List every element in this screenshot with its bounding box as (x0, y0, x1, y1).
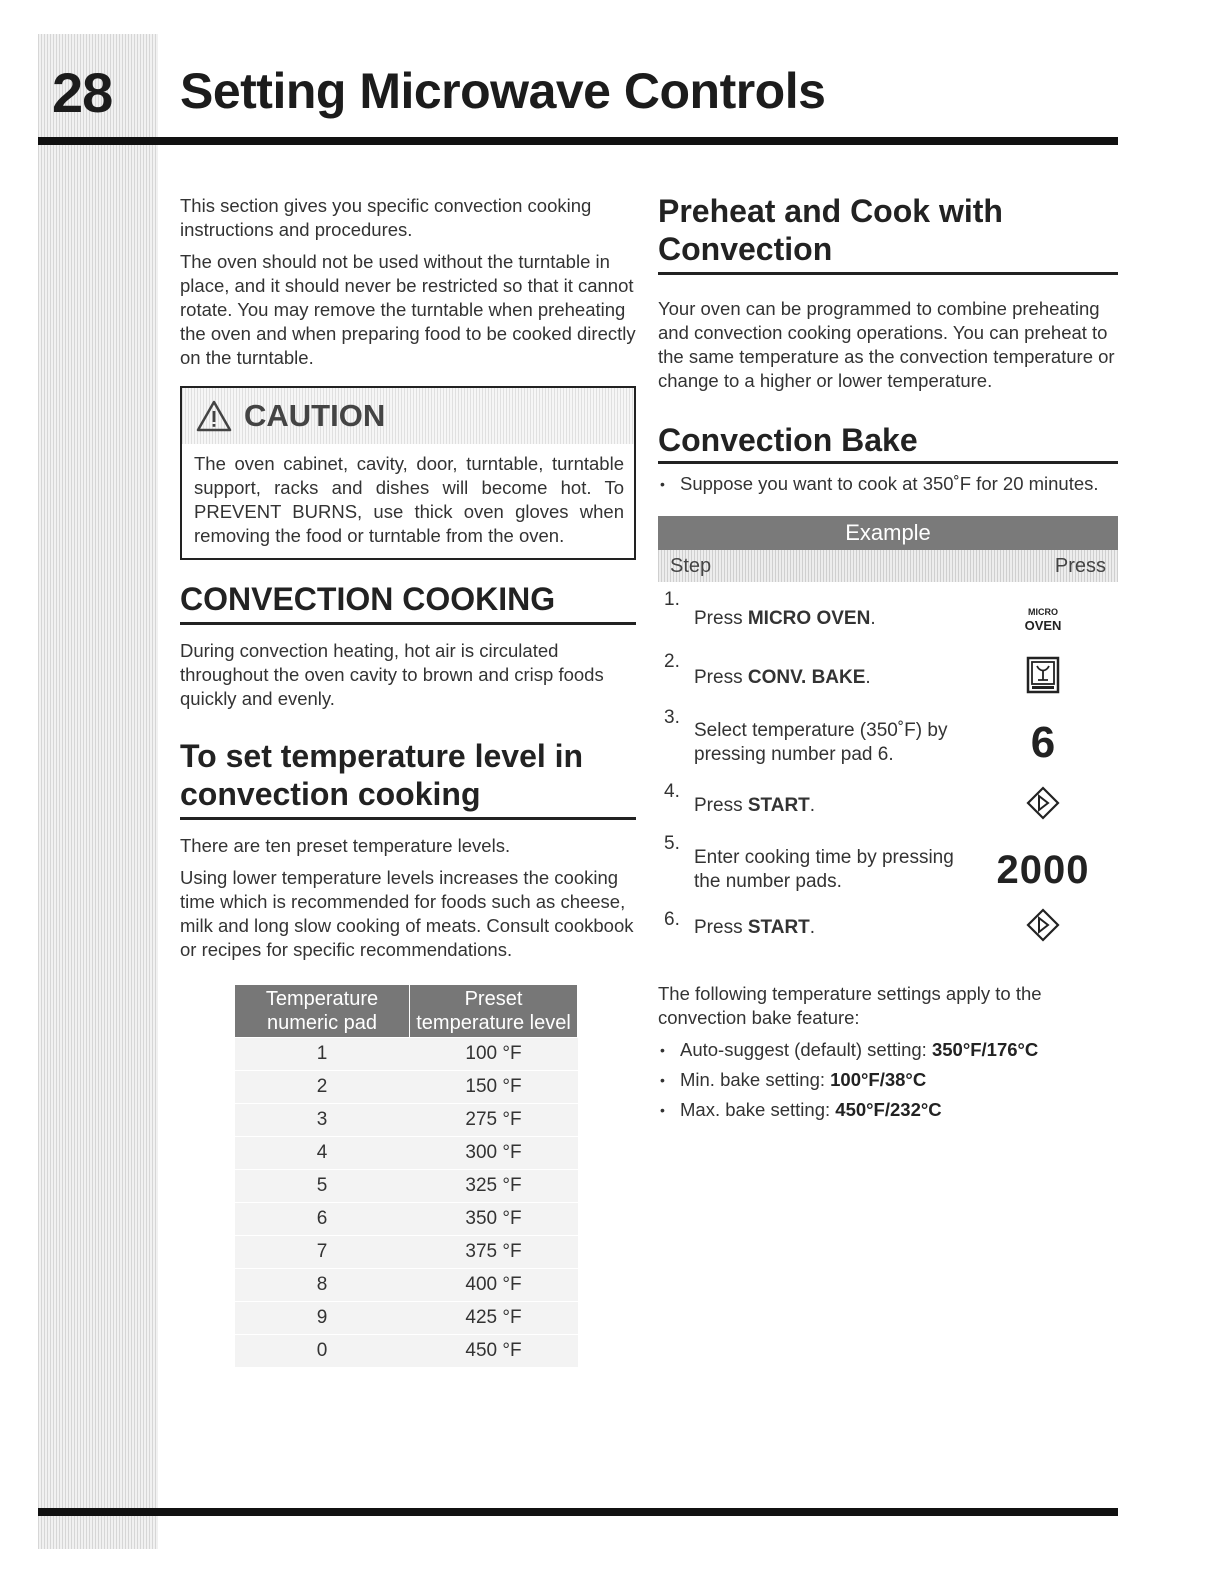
pad-cell: 4 (235, 1137, 410, 1170)
caution-label: CAUTION (244, 398, 386, 433)
caution-box (180, 386, 636, 560)
start-icon (968, 908, 1118, 949)
set-temperature-heading: To set temperature level in convection cooking (180, 737, 636, 820)
step-number: 5. (664, 833, 680, 854)
settings-value: 350°F/176°C (931, 1039, 1039, 1060)
step-number: 4. (664, 781, 680, 802)
temperature-table (234, 984, 578, 1368)
settings-list (658, 1038, 1118, 1122)
preheat-heading: Preheat and Cook with Convection (658, 192, 1118, 275)
step-1 (658, 588, 1118, 650)
preheat-text: Your oven can be programmed to combine preheating and convection cooking operations. You can preheat to the same temperature as the convection temperature or change to a higher or lower temperature. (658, 298, 1115, 391)
pad-cell: 0 (235, 1335, 410, 1368)
right-column (658, 194, 1118, 1128)
step-2 (658, 650, 1118, 706)
settings-item (658, 1098, 1118, 1122)
left-column (180, 194, 636, 1368)
settings-label: Auto-suggest (default) setting: (680, 1039, 932, 1060)
example-steps (658, 588, 1118, 948)
step-text-plain: Press (694, 795, 748, 816)
step-5 (658, 832, 1118, 908)
pad-cell: 3 (235, 1104, 410, 1137)
level-cell: 400 °F (410, 1269, 578, 1302)
settings-value: 450°F/232°C (835, 1099, 942, 1120)
example-column-header (658, 550, 1118, 582)
table-row (235, 1236, 578, 1269)
step-text-bold: CONV. BAKE (747, 667, 866, 688)
settings-intro: The following temperature settings apply to the convection bake feature: (658, 983, 1042, 1028)
table-row (235, 1302, 578, 1335)
table-row (235, 1170, 578, 1203)
level-cell: 150 °F (410, 1071, 578, 1104)
step-text-plain: Press (694, 608, 748, 629)
table-row (235, 1203, 578, 1236)
step-text-end: . (809, 795, 816, 816)
bake-bullet-list (658, 472, 1118, 496)
table-header-pad: Temperature numeric pad (235, 985, 410, 1038)
pad-cell: 7 (235, 1236, 410, 1269)
pad-cell: 1 (235, 1038, 410, 1071)
table-row (235, 1104, 578, 1137)
table-row (235, 1137, 578, 1170)
micro-oven-key-top: MICRO (1028, 607, 1058, 617)
side-strip (38, 34, 158, 1549)
step-column-label: Step (670, 555, 712, 577)
level-cell: 275 °F (410, 1104, 578, 1137)
convection-cooking-heading: CONVECTION COOKING (180, 580, 636, 625)
intro-paragraph: This section gives you specific convection cooking instructions and procedures. (180, 195, 592, 240)
step-number: 1. (664, 589, 680, 610)
micro-oven-key (968, 606, 1118, 632)
step-text-end: . (809, 917, 816, 938)
table-row (235, 1038, 578, 1071)
step-6 (658, 908, 1118, 948)
convection-bake-heading: Convection Bake (658, 421, 1118, 464)
table-header-level: Preset temperature level (410, 985, 578, 1038)
level-cell: 350 °F (410, 1203, 578, 1236)
step-text-plain: Press (694, 667, 748, 688)
table-row (235, 1269, 578, 1302)
number-pads-2000: 2000 (996, 848, 1090, 892)
convection-cooking-text: During convection heating, hot air is circulated throughout the oven cavity to brown and crisp foods quickly and evenly. (180, 640, 604, 709)
set-temperature-paragraph: Using lower temperature levels increases the cooking time which is recommended for foods such as cheese, milk and long slow cooking of meats. Consult cookbook or recipes for specific recommendations. (180, 867, 634, 960)
pad-cell: 8 (235, 1269, 410, 1302)
level-cell: 375 °F (410, 1236, 578, 1269)
number-pad-6: 6 (1030, 718, 1056, 767)
bake-bullet: • Suppose you want to cook at 350˚F for 20 minutes. (658, 472, 1118, 496)
page-title: Setting Microwave Controls (180, 63, 826, 119)
step-text-plain: Press (694, 917, 748, 938)
top-rule (38, 137, 1118, 145)
step-text: Select temperature (350˚F) by pressing number pad 6. (694, 720, 948, 765)
page-number: 28 (52, 61, 113, 124)
set-temperature-paragraph: There are ten preset temperature levels. (180, 835, 511, 856)
level-cell: 425 °F (410, 1302, 578, 1335)
pad-cell: 9 (235, 1302, 410, 1335)
pad-cell: 2 (235, 1071, 410, 1104)
caution-text: The oven cabinet, cavity, door, turntable, turntable support, racks and dishes will become hot. To PREVENT BURNS, use thick oven gloves when removing the food or turntable from the oven. (194, 453, 624, 546)
settings-label: Min. bake setting: (680, 1069, 831, 1090)
conv-bake-icon (968, 656, 1118, 701)
table-row (235, 1071, 578, 1104)
intro-paragraph: The oven should not be used without the turntable in place, and it should never be restricted so that it cannot rotate. You may remove the turntable when preheating the oven and when preparing food to be cooked directly on the turntable. (180, 251, 636, 368)
settings-label: Max. bake setting: (680, 1099, 836, 1120)
step-number: 3. (664, 707, 680, 728)
press-column-label: Press (1054, 555, 1106, 577)
step-3 (658, 706, 1118, 780)
start-icon (968, 786, 1118, 827)
level-cell: 325 °F (410, 1170, 578, 1203)
micro-oven-key-bottom: OVEN (1024, 618, 1062, 633)
example-title-bar: Example (658, 516, 1118, 550)
step-4 (658, 780, 1118, 832)
bottom-rule (38, 1508, 1118, 1516)
warning-triangle-icon (196, 400, 232, 432)
step-text-end: . (870, 608, 876, 629)
caution-header (182, 388, 634, 444)
step-text-bold: MICRO OVEN (747, 608, 871, 629)
level-cell: 450 °F (410, 1335, 578, 1368)
level-cell: 300 °F (410, 1137, 578, 1170)
table-row (235, 1335, 578, 1368)
step-text-end: . (865, 667, 871, 688)
pad-cell: 6 (235, 1203, 410, 1236)
step-number: 2. (664, 651, 680, 672)
step-text: Enter cooking time by pressing the number pads. (694, 847, 954, 892)
level-cell: 100 °F (410, 1038, 578, 1071)
step-text-bold: START (747, 795, 810, 816)
step-number: 6. (664, 909, 680, 930)
settings-item (658, 1068, 1118, 1092)
step-text-bold: START (747, 917, 810, 938)
pad-cell: 5 (235, 1170, 410, 1203)
settings-value: 100°F/38°C (830, 1069, 927, 1090)
settings-item (658, 1038, 1118, 1062)
